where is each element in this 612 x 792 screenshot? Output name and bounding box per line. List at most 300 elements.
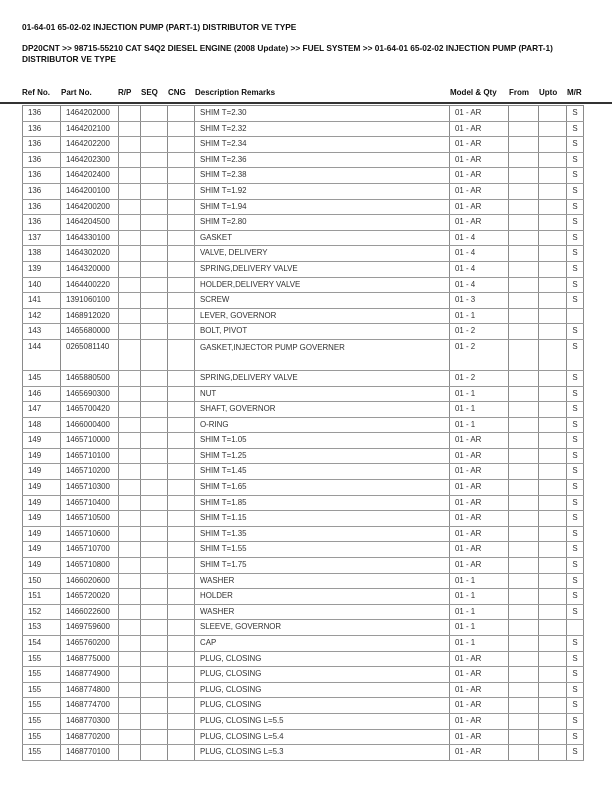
- mr-cell: S: [567, 729, 584, 745]
- table-row: [23, 480, 584, 496]
- description-cell: WASHER: [195, 604, 450, 620]
- upto-cell: [539, 168, 567, 184]
- table-row: [23, 620, 584, 636]
- part-no-cell: 1468775000: [61, 651, 119, 667]
- part-no-cell: 1466022600: [61, 604, 119, 620]
- cng-cell: [168, 589, 195, 605]
- mr-cell: S: [567, 745, 584, 761]
- model-qty-cell: 01 - AR: [450, 168, 509, 184]
- from-cell: [509, 526, 539, 542]
- rp-cell: [119, 121, 141, 137]
- table-row: [23, 137, 584, 153]
- part-no-cell: 1468770200: [61, 729, 119, 745]
- part-no-cell: 1468770100: [61, 745, 119, 761]
- seq-cell: [141, 713, 168, 729]
- cng-cell: [168, 495, 195, 511]
- mr-cell: S: [567, 215, 584, 231]
- ref-no-cell: 152: [23, 604, 61, 620]
- from-cell: [509, 199, 539, 215]
- model-qty-cell: 01 - 4: [450, 261, 509, 277]
- part-no-cell: 1464400220: [61, 277, 119, 293]
- mr-cell: S: [567, 370, 584, 386]
- rp-cell: [119, 682, 141, 698]
- cng-cell: [168, 745, 195, 761]
- from-cell: [509, 261, 539, 277]
- description-cell: SHIM T=1.94: [195, 199, 450, 215]
- upto-cell: [539, 651, 567, 667]
- rp-cell: [119, 589, 141, 605]
- seq-cell: [141, 448, 168, 464]
- rp-cell: [119, 106, 141, 122]
- seq-cell: [141, 293, 168, 309]
- rp-cell: [119, 464, 141, 480]
- rp-cell: [119, 277, 141, 293]
- mr-cell: S: [567, 137, 584, 153]
- ref-no-cell: 141: [23, 293, 61, 309]
- from-cell: [509, 370, 539, 386]
- model-qty-cell: 01 - 1: [450, 308, 509, 324]
- description-cell: SHIM T=1.92: [195, 183, 450, 199]
- ref-no-cell: 136: [23, 137, 61, 153]
- ref-no-cell: 138: [23, 246, 61, 262]
- seq-cell: [141, 558, 168, 574]
- model-qty-cell: 01 - 3: [450, 293, 509, 309]
- description-cell: PLUG, CLOSING L=5.5: [195, 713, 450, 729]
- seq-cell: [141, 604, 168, 620]
- table-row: [23, 682, 584, 698]
- rp-cell: [119, 604, 141, 620]
- header-description: Description Remarks: [195, 88, 276, 97]
- cng-cell: [168, 729, 195, 745]
- ref-no-cell: 149: [23, 558, 61, 574]
- cng-cell: [168, 464, 195, 480]
- upto-cell: [539, 402, 567, 418]
- cng-cell: [168, 230, 195, 246]
- upto-cell: [539, 386, 567, 402]
- description-cell: SHIM T=2.30: [195, 106, 450, 122]
- mr-cell: [567, 620, 584, 636]
- rp-cell: [119, 698, 141, 714]
- model-qty-cell: 01 - 2: [450, 324, 509, 340]
- rp-cell: [119, 573, 141, 589]
- table-row: [23, 277, 584, 293]
- description-cell: GASKET,INJECTOR PUMP GOVERNER: [195, 339, 450, 370]
- mr-cell: [567, 308, 584, 324]
- cng-cell: [168, 480, 195, 496]
- ref-no-cell: 140: [23, 277, 61, 293]
- table-row: [23, 713, 584, 729]
- cng-cell: [168, 308, 195, 324]
- table-row: [23, 324, 584, 340]
- from-cell: [509, 667, 539, 683]
- cng-cell: [168, 293, 195, 309]
- seq-cell: [141, 526, 168, 542]
- part-no-cell: 1465710000: [61, 433, 119, 449]
- rp-cell: [119, 402, 141, 418]
- table-row: [23, 651, 584, 667]
- part-no-cell: 1464200100: [61, 183, 119, 199]
- table-row: [23, 495, 584, 511]
- table-row: [23, 168, 584, 184]
- cng-cell: [168, 448, 195, 464]
- rp-cell: [119, 729, 141, 745]
- mr-cell: S: [567, 261, 584, 277]
- ref-no-cell: 136: [23, 183, 61, 199]
- description-cell: SHIM T=1.25: [195, 448, 450, 464]
- part-no-cell: 1469759600: [61, 620, 119, 636]
- cng-cell: [168, 558, 195, 574]
- seq-cell: [141, 620, 168, 636]
- seq-cell: [141, 324, 168, 340]
- description-cell: PLUG, CLOSING L=5.4: [195, 729, 450, 745]
- model-qty-cell: 01 - AR: [450, 745, 509, 761]
- model-qty-cell: 01 - AR: [450, 682, 509, 698]
- seq-cell: [141, 261, 168, 277]
- part-no-cell: 1464302020: [61, 246, 119, 262]
- ref-no-cell: 154: [23, 636, 61, 652]
- rp-cell: [119, 199, 141, 215]
- mr-cell: S: [567, 386, 584, 402]
- part-no-cell: 1464202400: [61, 168, 119, 184]
- rp-cell: [119, 386, 141, 402]
- from-cell: [509, 417, 539, 433]
- from-cell: [509, 480, 539, 496]
- breadcrumb: DP20CNT >> 98715-55210 CAT S4Q2 DIESEL ENGINE (2008 Update) >> FUEL SYSTEM >> 01-64-01 65-02-02 INJECTION PUMP (PART-1) DISTRIBUTOR VE TYPE: [22, 43, 553, 64]
- from-cell: [509, 558, 539, 574]
- parts-table: [22, 105, 584, 761]
- ref-no-cell: 149: [23, 526, 61, 542]
- model-qty-cell: 01 - AR: [450, 698, 509, 714]
- rp-cell: [119, 636, 141, 652]
- part-no-cell: 1464320000: [61, 261, 119, 277]
- description-cell: VALVE, DELIVERY: [195, 246, 450, 262]
- from-cell: [509, 215, 539, 231]
- description-cell: SHIM T=2.32: [195, 121, 450, 137]
- seq-cell: [141, 495, 168, 511]
- cng-cell: [168, 636, 195, 652]
- rp-cell: [119, 293, 141, 309]
- cng-cell: [168, 667, 195, 683]
- description-cell: PLUG, CLOSING: [195, 651, 450, 667]
- rp-cell: [119, 713, 141, 729]
- description-cell: SHIM T=1.65: [195, 480, 450, 496]
- model-qty-cell: 01 - 1: [450, 620, 509, 636]
- model-qty-cell: 01 - AR: [450, 199, 509, 215]
- table-row: [23, 745, 584, 761]
- table-row: [23, 293, 584, 309]
- description-cell: SCREW: [195, 293, 450, 309]
- part-no-cell: 1468770300: [61, 713, 119, 729]
- cng-cell: [168, 682, 195, 698]
- ref-no-cell: 136: [23, 152, 61, 168]
- mr-cell: S: [567, 168, 584, 184]
- table-row: [23, 386, 584, 402]
- cng-cell: [168, 542, 195, 558]
- upto-cell: [539, 137, 567, 153]
- mr-cell: S: [567, 667, 584, 683]
- model-qty-cell: 01 - 4: [450, 246, 509, 262]
- upto-cell: [539, 199, 567, 215]
- rp-cell: [119, 417, 141, 433]
- mr-cell: S: [567, 604, 584, 620]
- upto-cell: [539, 667, 567, 683]
- mr-cell: S: [567, 651, 584, 667]
- upto-cell: [539, 464, 567, 480]
- rp-cell: [119, 495, 141, 511]
- upto-cell: [539, 293, 567, 309]
- mr-cell: S: [567, 152, 584, 168]
- rp-cell: [119, 339, 141, 370]
- model-qty-cell: 01 - 1: [450, 636, 509, 652]
- from-cell: [509, 713, 539, 729]
- description-cell: SHIM T=1.55: [195, 542, 450, 558]
- seq-cell: [141, 230, 168, 246]
- ref-no-cell: 155: [23, 667, 61, 683]
- description-cell: BOLT, PIVOT: [195, 324, 450, 340]
- rp-cell: [119, 183, 141, 199]
- mr-cell: S: [567, 713, 584, 729]
- ref-no-cell: 155: [23, 729, 61, 745]
- from-cell: [509, 121, 539, 137]
- part-no-cell: 1466000400: [61, 417, 119, 433]
- seq-cell: [141, 667, 168, 683]
- ref-no-cell: 136: [23, 199, 61, 215]
- model-qty-cell: 01 - AR: [450, 152, 509, 168]
- description-cell: SHIM T=2.38: [195, 168, 450, 184]
- from-cell: [509, 293, 539, 309]
- ref-no-cell: 155: [23, 682, 61, 698]
- model-qty-cell: 01 - 1: [450, 417, 509, 433]
- from-cell: [509, 620, 539, 636]
- ref-no-cell: 150: [23, 573, 61, 589]
- model-qty-cell: 01 - AR: [450, 464, 509, 480]
- rp-cell: [119, 667, 141, 683]
- table-row: [23, 308, 584, 324]
- part-no-cell: 1465680000: [61, 324, 119, 340]
- rp-cell: [119, 230, 141, 246]
- seq-cell: [141, 433, 168, 449]
- header-cng: CNG: [168, 88, 186, 97]
- ref-no-cell: 136: [23, 121, 61, 137]
- header-model-qty: Model & Qty: [450, 88, 497, 97]
- table-row: [23, 121, 584, 137]
- rp-cell: [119, 620, 141, 636]
- seq-cell: [141, 386, 168, 402]
- seq-cell: [141, 402, 168, 418]
- ref-no-cell: 146: [23, 386, 61, 402]
- cng-cell: [168, 106, 195, 122]
- mr-cell: S: [567, 402, 584, 418]
- ref-no-cell: 149: [23, 511, 61, 527]
- table-row: [23, 402, 584, 418]
- rp-cell: [119, 215, 141, 231]
- mr-cell: S: [567, 339, 584, 370]
- mr-cell: S: [567, 417, 584, 433]
- model-qty-cell: 01 - AR: [450, 713, 509, 729]
- cng-cell: [168, 277, 195, 293]
- rp-cell: [119, 308, 141, 324]
- rp-cell: [119, 246, 141, 262]
- part-no-cell: 1464204500: [61, 215, 119, 231]
- rp-cell: [119, 324, 141, 340]
- from-cell: [509, 183, 539, 199]
- from-cell: [509, 230, 539, 246]
- table-row: [23, 448, 584, 464]
- model-qty-cell: 01 - AR: [450, 433, 509, 449]
- model-qty-cell: 01 - AR: [450, 542, 509, 558]
- from-cell: [509, 495, 539, 511]
- rp-cell: [119, 370, 141, 386]
- model-qty-cell: 01 - 1: [450, 386, 509, 402]
- part-no-cell: 1465710400: [61, 495, 119, 511]
- ref-no-cell: 155: [23, 651, 61, 667]
- ref-no-cell: 155: [23, 698, 61, 714]
- description-cell: CAP: [195, 636, 450, 652]
- description-cell: HOLDER,DELIVERY VALVE: [195, 277, 450, 293]
- table-row: [23, 417, 584, 433]
- cng-cell: [168, 168, 195, 184]
- table-row: [23, 370, 584, 386]
- mr-cell: S: [567, 121, 584, 137]
- part-no-cell: 1465710800: [61, 558, 119, 574]
- mr-cell: S: [567, 464, 584, 480]
- upto-cell: [539, 620, 567, 636]
- upto-cell: [539, 339, 567, 370]
- part-no-cell: 1465710500: [61, 511, 119, 527]
- ref-no-cell: 149: [23, 480, 61, 496]
- seq-cell: [141, 168, 168, 184]
- seq-cell: [141, 246, 168, 262]
- ref-no-cell: 136: [23, 168, 61, 184]
- upto-cell: [539, 713, 567, 729]
- header-ref-no: Ref No.: [22, 88, 50, 97]
- seq-cell: [141, 339, 168, 370]
- ref-no-cell: 147: [23, 402, 61, 418]
- cng-cell: [168, 604, 195, 620]
- seq-cell: [141, 480, 168, 496]
- header-from: From: [509, 88, 529, 97]
- model-qty-cell: 01 - 1: [450, 402, 509, 418]
- seq-cell: [141, 199, 168, 215]
- ref-no-cell: 144: [23, 339, 61, 370]
- seq-cell: [141, 121, 168, 137]
- model-qty-cell: 01 - 2: [450, 339, 509, 370]
- part-no-cell: 1464202200: [61, 137, 119, 153]
- ref-no-cell: 139: [23, 261, 61, 277]
- rp-cell: [119, 480, 141, 496]
- rp-cell: [119, 745, 141, 761]
- cng-cell: [168, 215, 195, 231]
- upto-cell: [539, 745, 567, 761]
- cng-cell: [168, 121, 195, 137]
- rp-cell: [119, 448, 141, 464]
- upto-cell: [539, 729, 567, 745]
- header-upto: Upto: [539, 88, 558, 97]
- table-row: [23, 339, 584, 370]
- upto-cell: [539, 215, 567, 231]
- cng-cell: [168, 417, 195, 433]
- ref-no-cell: 142: [23, 308, 61, 324]
- cng-cell: [168, 511, 195, 527]
- description-cell: SPRING,DELIVERY VALVE: [195, 370, 450, 386]
- ref-no-cell: 153: [23, 620, 61, 636]
- from-cell: [509, 106, 539, 122]
- part-no-cell: 1465710100: [61, 448, 119, 464]
- mr-cell: S: [567, 573, 584, 589]
- model-qty-cell: 01 - AR: [450, 558, 509, 574]
- upto-cell: [539, 542, 567, 558]
- description-cell: WASHER: [195, 573, 450, 589]
- part-no-cell: 1468774700: [61, 698, 119, 714]
- table-header: [0, 88, 612, 100]
- description-cell: SLEEVE, GOVERNOR: [195, 620, 450, 636]
- mr-cell: S: [567, 433, 584, 449]
- from-cell: [509, 246, 539, 262]
- seq-cell: [141, 106, 168, 122]
- upto-cell: [539, 511, 567, 527]
- part-no-cell: 1465710700: [61, 542, 119, 558]
- table-row: [23, 230, 584, 246]
- model-qty-cell: 01 - AR: [450, 495, 509, 511]
- mr-cell: S: [567, 542, 584, 558]
- description-cell: PLUG, CLOSING: [195, 667, 450, 683]
- part-no-cell: 1465710200: [61, 464, 119, 480]
- mr-cell: S: [567, 698, 584, 714]
- rp-cell: [119, 137, 141, 153]
- model-qty-cell: 01 - AR: [450, 137, 509, 153]
- rp-cell: [119, 526, 141, 542]
- from-cell: [509, 464, 539, 480]
- table-row: [23, 558, 584, 574]
- mr-cell: S: [567, 183, 584, 199]
- cng-cell: [168, 339, 195, 370]
- page-title: 01-64-01 65-02-02 INJECTION PUMP (PART-1) DISTRIBUTOR VE TYPE: [22, 22, 297, 32]
- from-cell: [509, 433, 539, 449]
- description-cell: HOLDER: [195, 589, 450, 605]
- upto-cell: [539, 682, 567, 698]
- header-divider: [0, 102, 612, 104]
- table-row: [23, 433, 584, 449]
- cng-cell: [168, 183, 195, 199]
- rp-cell: [119, 542, 141, 558]
- cng-cell: [168, 370, 195, 386]
- mr-cell: S: [567, 293, 584, 309]
- description-cell: SHIM T=2.36: [195, 152, 450, 168]
- upto-cell: [539, 589, 567, 605]
- from-cell: [509, 137, 539, 153]
- model-qty-cell: 01 - AR: [450, 526, 509, 542]
- ref-no-cell: 155: [23, 713, 61, 729]
- ref-no-cell: 143: [23, 324, 61, 340]
- cng-cell: [168, 573, 195, 589]
- model-qty-cell: 01 - AR: [450, 729, 509, 745]
- model-qty-cell: 01 - 1: [450, 589, 509, 605]
- table-row: [23, 215, 584, 231]
- table-row: [23, 464, 584, 480]
- description-cell: SHIM T=1.75: [195, 558, 450, 574]
- mr-cell: S: [567, 230, 584, 246]
- from-cell: [509, 308, 539, 324]
- seq-cell: [141, 417, 168, 433]
- part-no-cell: 1464202300: [61, 152, 119, 168]
- seq-cell: [141, 370, 168, 386]
- from-cell: [509, 589, 539, 605]
- description-cell: SHIM T=1.05: [195, 433, 450, 449]
- table-row: [23, 636, 584, 652]
- description-cell: O-RING: [195, 417, 450, 433]
- description-cell: NUT: [195, 386, 450, 402]
- cng-cell: [168, 433, 195, 449]
